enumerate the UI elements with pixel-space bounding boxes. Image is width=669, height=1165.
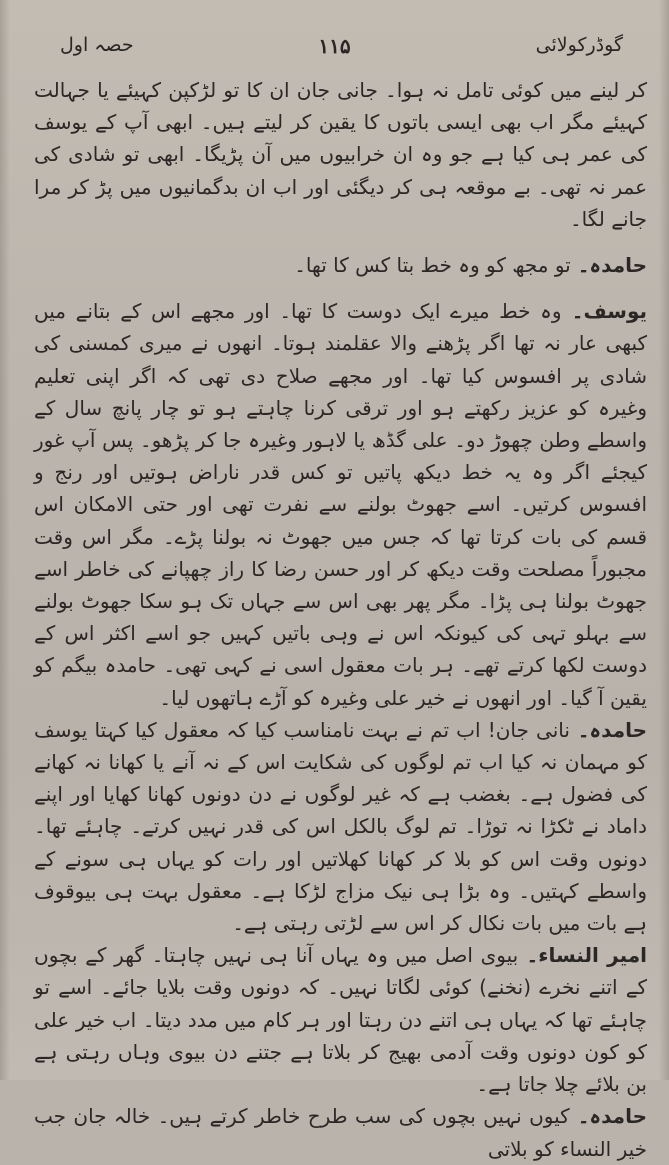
speaker-label: حامدہ۔ [570,253,647,278]
paragraph-text: بیوی اصل میں وہ یہاں آنا ہی نہیں چاہتا۔ گھر کے بچوں کے اتنے نخرے (نخنے) کوئی لگاتا نہیں۔ کہ دونوں وقت بلایا جائے۔ اسے تو چاہئے تھا کہ یہاں ہی اتنے دن رہتا اور ہر کام میں مدد دیتا۔ اب خیر علی کو کون دونوں وقت آدمی بھیج کر بلاتا ہے جتنے دن بیوی وہاں رہتی ہے بن بلائے چلا جاتا ہے۔ [34,943,647,1097]
paragraph [34,1100,647,1164]
page-number: ۱۱۵ [318,34,351,58]
paragraph-text: کیوں نہیں بچوں کی سب طرح خاطر کرتے ہیں۔ خالہ جان جب خیر النساء کو بلاتی [34,1104,647,1161]
paragraph-text: کر لینے میں کوئی تامل نہ ہوا۔ جانی جان ان کا تو لڑکپن کہیئے یا جہالت کہیئے مگر اب بھی ایسی باتوں کا یقین کر لیتے ہیں۔ ابھی آپ کے یوسف کی عمر ہی کیا ہے جو وہ ان خرابیوں میں آن پڑیگا۔ ابھی تو شادی کی عمر نہ تھی۔ بے موقعہ ہی کر دیگئی اور اب ان بدگمانیوں میں پڑ کر مرا جانے لگا۔ [34,78,647,231]
paragraph-text: وہ خط میرے ایک دوست کا تھا۔ اور مجھے اس کے بتانے میں کبھی عار نہ تھا اگر پڑھنے والا عقلمند ہوتا۔ انھوں نے میری کمسنی کی شادی پر افسوس کیا تھا۔ اور مجھے صلاح دی تھی کہ اگر اپنی تعلیم وغیرہ کو عزیز رکھتے ہو اور ترقی کرنا چاہتے ہو تو چار پانچ سال کے واسطے وطن چھوڑ دو۔ علی گڈھ یا لاہور وغیرہ جا کر پڑھو۔ پس آپ غور کیجئے اگر وہ یہ خط دیکھ پاتیں تو کس قدر ناراض ہوتیں اور رنج و افسوس کرتیں۔ اسے جھوٹ بولنے سے نفرت تھی اور حتی الامکان اس قسم کی بات کرتا تھا کہ جس میں جھوٹ نہ بولنا پڑے۔ مگر اس وقت مجبوراً مصلحت وقت دیکھ کر اور حسن رضا کا راز چھپانے کی خاطر اسے جھوٹ بولنا ہی پڑا۔ مگر پھر بھی اس سے جہاں تک ہو سکا جھوٹ بولنے سے بہلو تہی کی کیونکہ اس نے وہی باتیں کہیں جو اسے اکثر اس کے دوست لکھا کرتے تھے۔ ہر بات معقول اسی نے کہی تھی۔ حامدہ بیگم کو یقین آ گیا۔ اور انھوں نے خیر علی وغیرہ کو آڑے ہاتھوں لیا۔ [34,299,647,710]
paragraph-text: تو مجھ کو وہ خط بتا کس کا تھا۔ [294,253,571,278]
page-body [34,74,647,1165]
speaker-label: امیر النساء۔ [518,943,647,968]
page-edge-shadow-right [659,0,669,1080]
page-edge-shadow-left [0,0,10,1080]
paragraph-text: نانی جان! اب تم نے بہت نامناسب کیا کہ معقول کیا کہتا یوسف کو مہمان نہ کیا اب تم لوگوں کی شکایت اس کے نہ آنے یا کھانا نہ کھانے کی فضول ہے۔ بغضب ہے کہ غیر لوگوں نے دن دونوں کھانا کھایا اور اپنے داماد نے ٹکڑا نہ توڑا۔ تم لوگ بالکل اس کی قدر نہیں کرتے۔ چاہئے تھا۔ دونوں وقت اس کو بلا کر کھانا کھلاتیں اور رات کو یہاں ہی سونے کے واسطے کہتیں۔ وہ بڑا ہی نیک مزاج لڑکا ہے۔ معقول بہت ہی بیوقوف ہے بات میں بات نکال کر اس سے لڑتی رہتی ہے۔ [34,717,647,936]
speaker-label: یوسف۔ [561,299,647,324]
paragraph [34,249,647,281]
paragraph [34,295,647,714]
paragraph [34,74,647,235]
paragraph [34,714,647,939]
part-label: حصہ اول [60,34,134,56]
page-header [40,34,629,74]
paragraph [34,939,647,1100]
book-title: گوڈرکولائی [535,34,623,56]
speaker-label: حامدہ۔ [569,1104,647,1129]
speaker-label: حامدہ۔ [569,717,647,742]
